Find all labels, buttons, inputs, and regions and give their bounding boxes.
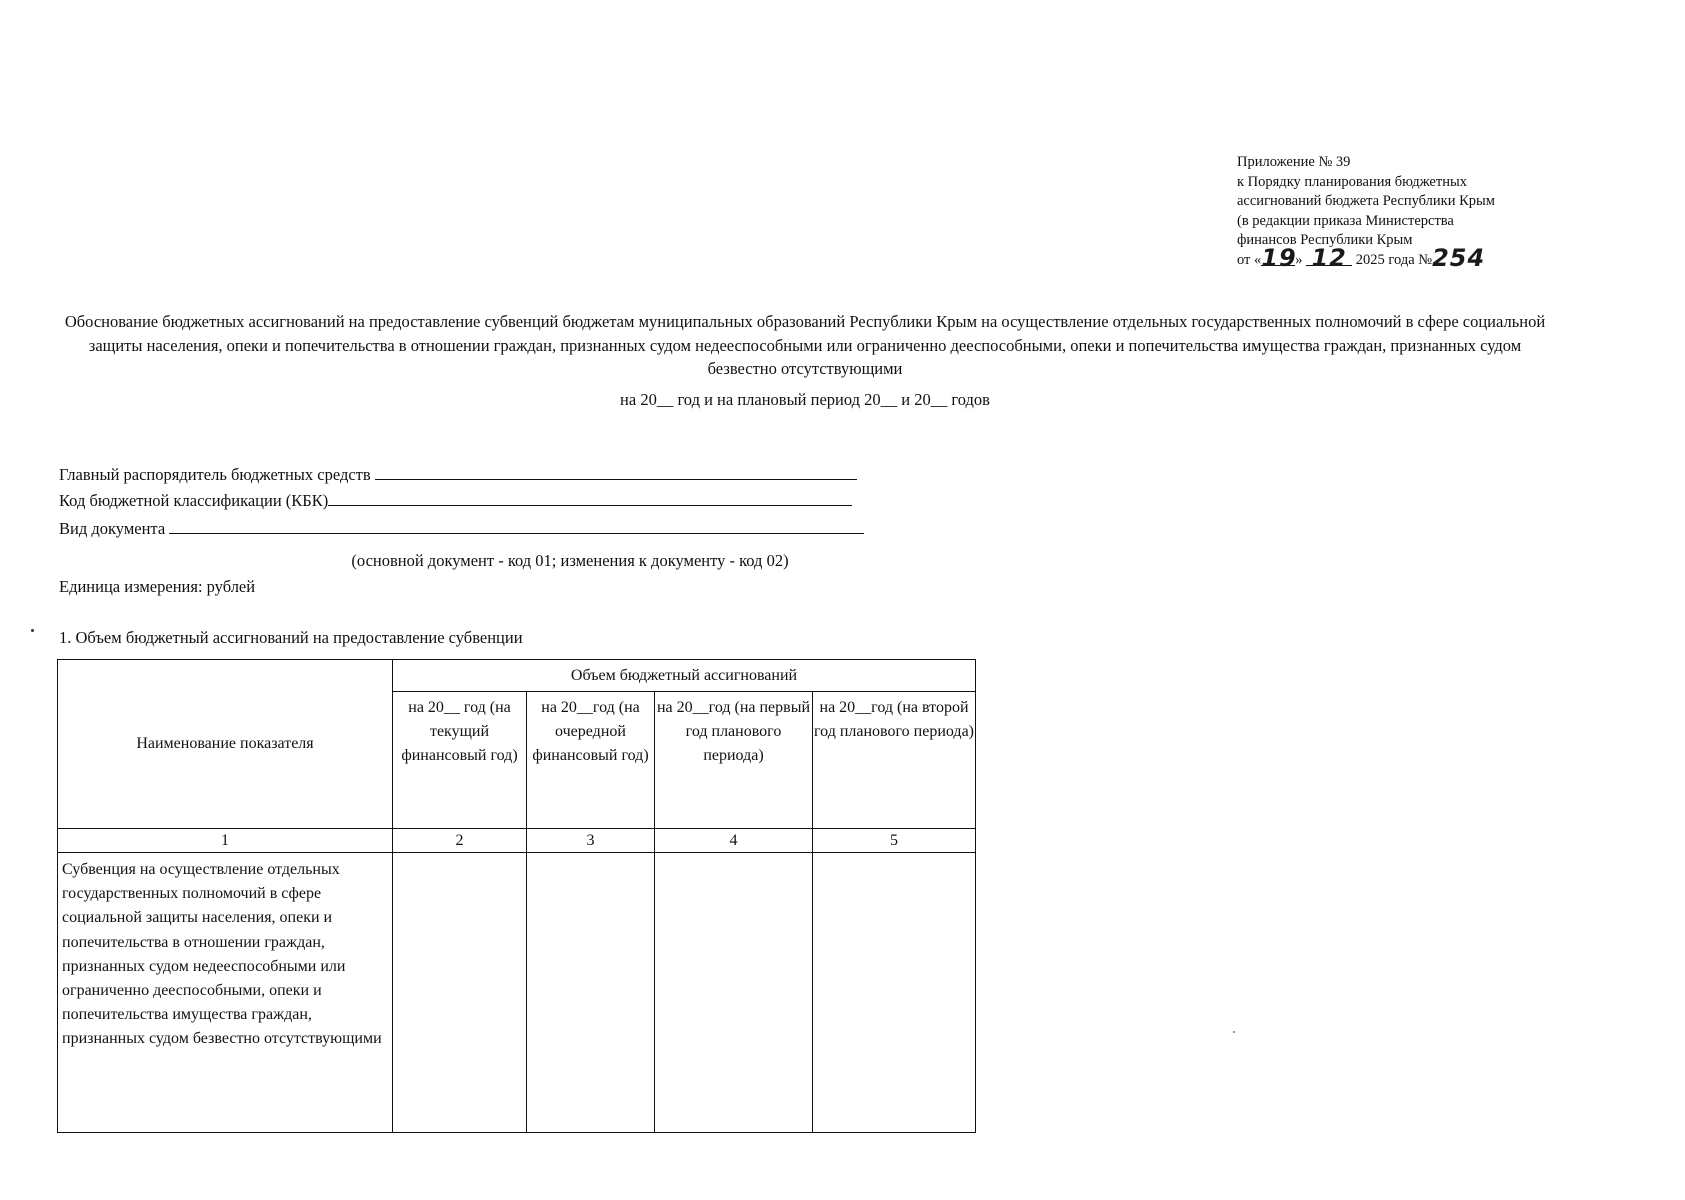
kbk-label: Код бюджетной классификации (КБК)	[59, 491, 329, 510]
col-header-current-year: на 20__ год (на текущий финансовый год)	[393, 692, 527, 829]
scan-speck	[1233, 1031, 1235, 1033]
handwritten-order-number: 254	[1432, 243, 1486, 272]
appendix-line-5: финансов Республики Крым	[1237, 232, 1413, 248]
scan-speck	[31, 629, 34, 632]
col-number: 4	[655, 829, 813, 853]
manager-blank[interactable]	[375, 465, 857, 480]
col-header-name: Наименование показателя	[58, 660, 393, 829]
handwritten-month: 12	[1306, 251, 1352, 266]
date-prefix: от «	[1237, 251, 1262, 268]
col-header-next-year: на 20__год (на очередной финансовый год)	[527, 692, 655, 829]
table-number-row	[58, 829, 976, 853]
col-header-plan-year-2: на 20__год (на второй год планового периода)	[813, 692, 976, 829]
appendix-line-2: к Порядку планирования бюджетных	[1237, 173, 1467, 190]
date-mid: »	[1295, 251, 1303, 268]
doc-type-blank[interactable]	[169, 519, 864, 534]
col-header-plan-year-1: на 20__год (на первый год планового периода)	[655, 692, 813, 829]
appendix-line-4: (в редакции приказа Министерства	[1237, 212, 1454, 229]
table-header-row	[58, 660, 976, 692]
table-cell-value[interactable]	[393, 853, 527, 1133]
appendix-line-1: Приложение № 39	[1237, 154, 1351, 170]
kbk-blank[interactable]	[328, 491, 852, 506]
col-number: 2	[393, 829, 527, 853]
allocations-table	[57, 659, 976, 1133]
doc-type-field	[59, 519, 864, 539]
col-number: 3	[527, 829, 655, 853]
document-title: Обоснование бюджетных ассигнований на предоставление субвенций бюджетам муниципальных образований Республики Крым на осуществление отдельных государственных полномочий в сфере социальной защиты населения, опеки и попечительства в отношении граждан, признанных судом недееспособными или ограниченно дееспособными, опеки и попечительства имущества граждан, признанных судом безвестно отсутствующими	[64, 312, 1546, 378]
appendix-line-3: ассигнований бюджета Республики Крым	[1237, 193, 1495, 209]
doc-type-label: Вид документа	[59, 519, 166, 538]
date-suffix: 2025 года №	[1355, 251, 1433, 268]
col-number: 5	[813, 829, 976, 853]
kbk-field	[59, 491, 852, 511]
table-cell-value[interactable]	[655, 853, 813, 1133]
manager-field	[59, 465, 857, 485]
col-number: 1	[58, 829, 393, 853]
document-period: на 20__ год и на плановый период 20__ и 20__ годов	[620, 390, 990, 409]
row-name: Субвенция на осуществление отдельных государственных полномочий в сфере социальной защиты населения, опеки и попечительства в отношении граждан, признанных судом недееспособными или ограниченно дееспособными, опеки и попечительства имущества граждан, признанных судом безвестно отсутствующими	[58, 853, 393, 1133]
table-row	[58, 853, 976, 1133]
doc-type-hint: (основной документ - код 01; изменения к документу - код 02)	[351, 551, 789, 570]
appendix-date-line	[1237, 243, 1657, 272]
table-cell-value[interactable]	[813, 853, 976, 1133]
section-1-title: 1. Объем бюджетный ассигнований на предоставление субвенции	[59, 628, 523, 647]
units-label: Единица измерения: рублей	[59, 577, 256, 596]
col-header-group: Объем бюджетный ассигнований	[393, 660, 976, 692]
handwritten-day: 19	[1261, 243, 1297, 272]
appendix-block	[1237, 153, 1657, 270]
manager-label: Главный распорядитель бюджетных средств	[59, 465, 371, 484]
table-cell-value[interactable]	[527, 853, 655, 1133]
